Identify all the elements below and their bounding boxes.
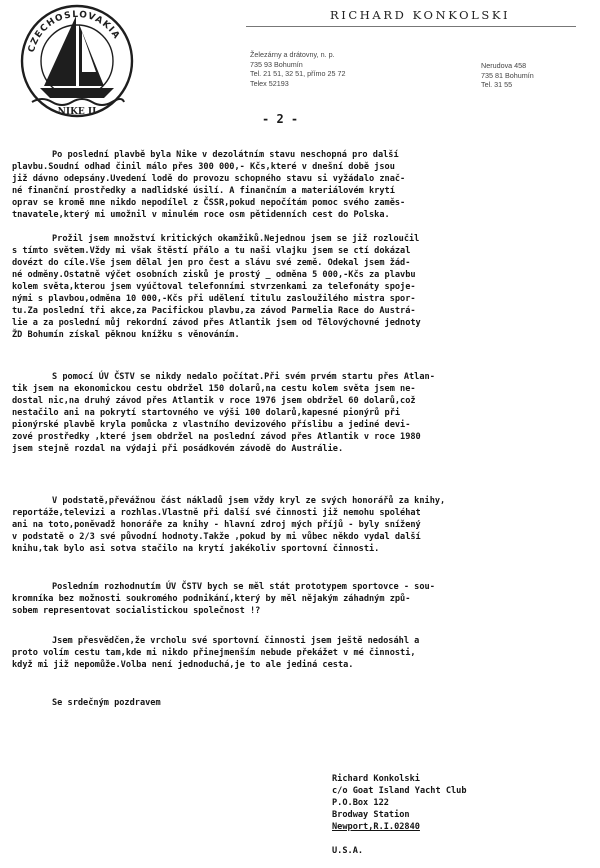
text-line: tnavatele,který mi umožnil v minulém roce osm pětidenních cest do Polska. (12, 210, 390, 220)
address-line: c/o Goat Island Yacht Club (332, 786, 467, 796)
text-line: již dávno odepsány.Uvedení lodě do provozu schopného stavu si vyžádalo znač- (12, 174, 406, 184)
employer-line: 735 93 Bohumín (250, 59, 303, 69)
text-line: ani na toto,poněvadž honoráře za knihy - hlavní zdroj mých příjů - byly snížený (12, 520, 421, 530)
nike-seal-logo (18, 2, 136, 120)
text-line: pionýrské plavbě kryla pomůcka z vlastního devizového příslibu a jediné devi- (12, 420, 411, 430)
employer-line: Železárny a drátovny, n. p. (250, 50, 335, 59)
text-line: Prožil jsem množství kritických okamžiků.Nejednou jsem se již rozloučil (52, 234, 420, 244)
text-line: Posledním rozhodnutím ÚV ČSTV bych se měl stát prototypem sportovce - sou- (52, 582, 435, 592)
text-line: kromníka bez možnosti soukromého podnikání,který by měl nějakým záhadným způ- (12, 594, 411, 604)
text-line: když mi již nepomůže.Volba není jednoduchá,je to ale jediná cesta. (12, 660, 354, 670)
text-line: plavbu.Soudní odhad činil málo přes 300 000,- Kčs,které v dnešní době jsou (12, 162, 395, 172)
letterhead-name: RICHARD KONKOLSKI (330, 8, 511, 22)
text-line: oprav se kromě mne nikdo nepodílel z ČSSR,pokud nepočítám pomoc svého zaměs- (12, 198, 406, 208)
text-line: Po poslední plavbě byla Nike v dezolátním stavu neschopná pro další (52, 150, 399, 160)
address-line: P.O.Box 122 (332, 798, 389, 808)
text-line: sobem representovat socialistickou společnost !? (12, 606, 261, 616)
text-line: Jsem přesvědčen,že vrcholu své sportovní činnosti jsem ještě nedosáhl a (52, 636, 420, 646)
svg-text:NIKE II: NIKE II (57, 107, 97, 117)
svg-text:CZECHOSLOVAKIA: CZECHOSLOVAKIA (26, 9, 122, 54)
letterhead-employer-block (250, 50, 346, 88)
text-line: v podstatě o 2/3 své původní hodnoty.Takže ,pokud by mi vůbec někdo vydal další (12, 532, 421, 542)
text-line: nestačilo ani na pokrytí startovného ve výši 100 dolarů,kapesné pionýrů při (12, 408, 401, 418)
text-line: tik jsem na ekonomickou cestu obdržel 150 dolarů,na cestu kolem světa jsem ne- (12, 384, 416, 394)
text-line: dovézt do cíle.Vše jsem dělal jen pro čest a slávu své země. Odekal jsem žád- (12, 258, 411, 268)
text-line: S pomocí ÚV ČSTV se nikdy nedalo počítat.Při svém prvém startu přes Atlan- (52, 372, 435, 382)
address-line: Newport,R.I.02840 (332, 822, 420, 832)
text-line: Se srdečným pozdravem (52, 698, 161, 708)
employer-line: Tel. 21 51, 32 51, přímo 25 72 (250, 69, 346, 79)
text-line: dostal nic,na druhý závod přes Atlantik v roce 1976 jsem obdržel 60 dolarů,což (12, 396, 416, 406)
text-line: jsem stejně rozdal na výdaji při posádkovém závodě do Austrálie. (12, 444, 344, 454)
text-line: reportáže,televizi a rozhlas.Vlastně při další své činnosti již nemohu spoléhat (12, 508, 421, 518)
text-line: ŽD Bohumín získal pěknou knížku s věnováním. (12, 330, 240, 340)
address-country: U.S.A. (332, 846, 364, 856)
text-line: proto volím cestu tam,kde mi nikdo přinejmenším nebude překážet v mé činnosti, (12, 648, 416, 658)
home-line: Nerudova 458 (481, 61, 527, 70)
text-line: né odměny.Ostatně výčet osobních zisků je prostý _ odměna 5 000,-Kčs za plavbu (12, 270, 416, 280)
letterhead-rule (246, 26, 576, 27)
home-line: 735 81 Bohumín (481, 70, 534, 80)
text-line: kolem světa,kterou jsem vyúčtoval telefonními stvrzenkami za telefonáty spoje- (12, 282, 416, 292)
text-line: zové prostředky ,které jsem obdržel na poslední závod přes Atlantik v roce 1980 (12, 432, 421, 442)
text-line: tu.Za poslední tři akce,za Pacifickou plavbu,za závod Parmelia Race do Austrá- (12, 306, 416, 316)
text-line: knihu,tak bylo asi sotva stačilo na krytí jakékoliv sportovní činnosti. (12, 544, 380, 554)
letterhead-home-block (481, 61, 534, 90)
text-line: s tímto světem.Vždy mi však štěstí přálo a tu naši vlajku jsem se ctí dokázal (12, 246, 411, 256)
home-line: Tel. 31 55 (481, 80, 513, 90)
text-line: né finanční prostředky a nadlidské úsilí. A finančním a materiálovém krytí (12, 186, 395, 196)
page-number: - 2 - (262, 112, 299, 126)
employer-line: Telex 52193 (250, 78, 289, 88)
text-line: V podstatě,převážnou část nákladů jsem vždy kryl ze svých honorářů za knihy, (52, 496, 446, 506)
address-line: Brodway Station (332, 810, 410, 820)
text-line: lie a za poslední můj rekordní závod přes Atlantik jsem od Tělovýchovné jednoty (12, 318, 421, 328)
signature-name: Richard Konkolski (332, 774, 420, 784)
text-line: nými s plavbou,odměna 10 000,-Kčs při udělení titulu zasloužilého mistra spor- (12, 294, 416, 304)
